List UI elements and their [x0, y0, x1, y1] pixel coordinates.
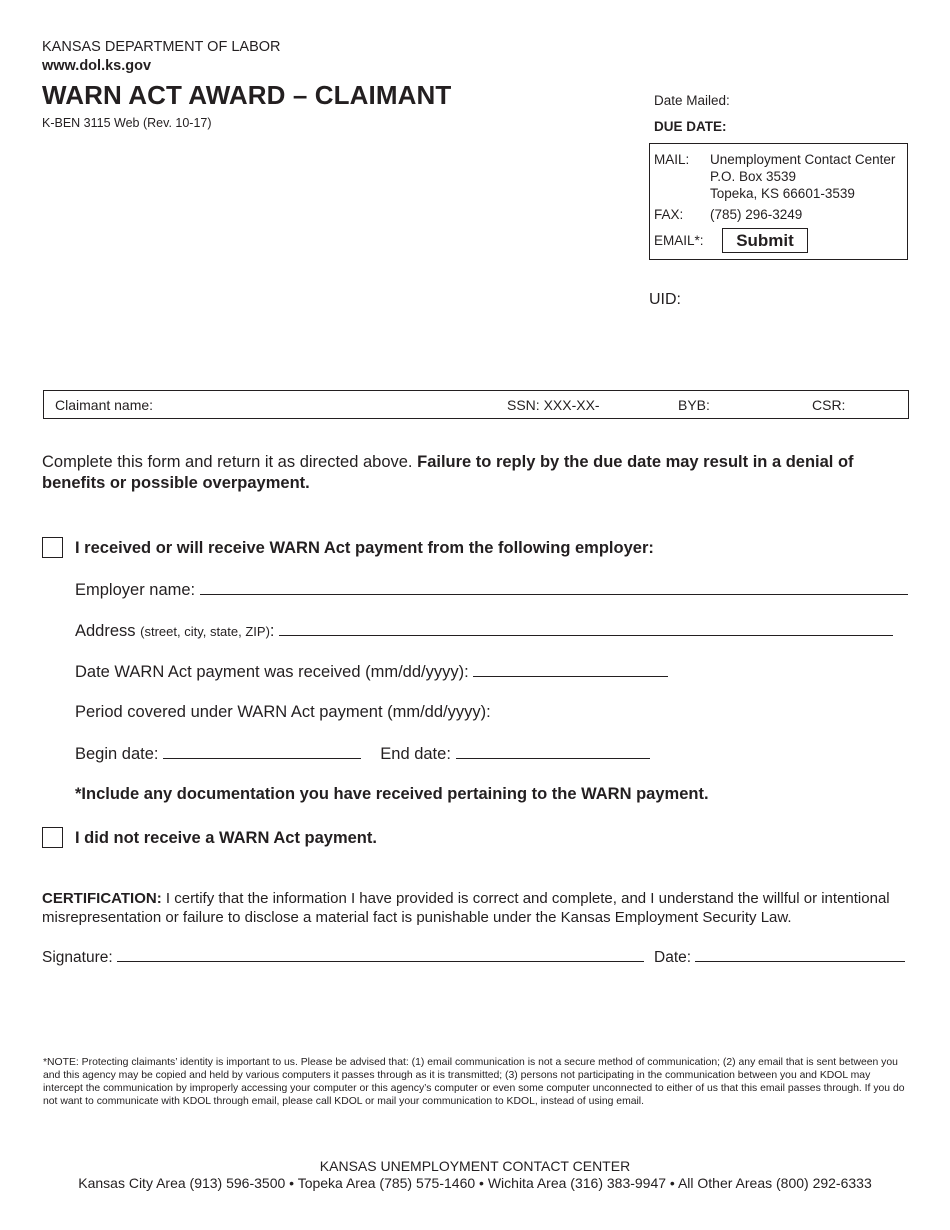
mail-address-line-1: Unemployment Contact Center: [710, 152, 896, 167]
period-covered-label: Period covered under WARN Act payment (mm/dd/yyyy):: [75, 703, 491, 721]
instructions-plain: Complete this form and return it as directed above.: [42, 453, 418, 471]
date-mailed-label: Date Mailed:: [654, 93, 730, 108]
certification-text: [42, 889, 922, 927]
begin-end-row: [75, 744, 650, 764]
form-number: K-BEN 3115 Web (Rev. 10-17): [42, 116, 212, 130]
address-row: [75, 621, 893, 641]
fax-number: (785) 296-3249: [710, 207, 803, 222]
not-received-label: I did not receive a WARN Act payment.: [75, 829, 377, 847]
signature-date-field[interactable]: [695, 947, 905, 962]
footer-title: KANSAS UNEMPLOYMENT CONTACT CENTER: [319, 1158, 631, 1174]
mail-address-line-2: P.O. Box 3539: [710, 169, 797, 184]
address-colon: :: [269, 622, 275, 640]
employer-name-label: Employer name:: [75, 581, 196, 599]
uid-label: UID:: [649, 291, 681, 308]
claimant-name-label: Claimant name:: [55, 397, 154, 413]
certification-heading: CERTIFICATION:: [42, 890, 162, 907]
date-received-row: [75, 662, 668, 682]
address-field[interactable]: [279, 621, 893, 636]
employer-name-field[interactable]: [200, 580, 908, 595]
submit-button[interactable]: Submit: [722, 228, 808, 253]
csr-label: CSR:: [812, 397, 846, 413]
footer-phone-numbers: Kansas City Area (913) 596-3500 • Topeka Area (785) 575-1460 • Wichita Area (316) 383-9947 • All Other Areas (800) 292-6333: [78, 1175, 872, 1191]
begin-date-label: Begin date:: [75, 745, 159, 763]
privacy-note: *NOTE: Protecting claimants’ identity is important to us. Please be advised that: (1) email communication is not a secure method of communication; (2) any email that is sent between you and this agency may be copied and held by various computers it passes through as it is transmitted; (3) persons not participating in the communication between you and KDOL may intercept the communication by improperly accessing your computer or this agency’s computer or even some computer unconnected to either of us that this email passes through. If you do not want to communicate with KDOL through email, please call KDOL or mail your communication to KDOL, instead of using email.: [43, 1057, 905, 1107]
instructions-text: [42, 452, 912, 494]
form-title: WARN ACT AWARD – CLAIMANT: [42, 80, 452, 110]
end-date-label: End date:: [380, 745, 451, 763]
return-address-box: [649, 143, 908, 260]
mail-address-line-3: Topeka, KS 66601-3539: [710, 186, 855, 201]
signature-field[interactable]: [117, 947, 644, 962]
received-payment-checkbox[interactable]: [42, 537, 63, 558]
fax-label: FAX:: [654, 207, 684, 222]
due-date-label: DUE DATE:: [654, 119, 727, 134]
agency-name: KANSAS DEPARTMENT OF LABOR: [42, 39, 281, 55]
date-received-label: Date WARN Act payment was received (mm/dd/yyyy):: [75, 663, 469, 681]
end-date-field[interactable]: [456, 744, 650, 759]
documentation-note: *Include any documentation you have received pertaining to the WARN payment.: [75, 785, 709, 803]
byb-label: BYB:: [678, 397, 710, 413]
signature-date-label: Date:: [654, 949, 692, 966]
ssn-label: SSN: XXX-XX-: [507, 397, 600, 413]
address-label: Address: [75, 622, 136, 640]
signature-date-row: [654, 947, 905, 967]
signature-label: Signature:: [42, 949, 113, 966]
address-hint: (street, city, state, ZIP): [140, 624, 270, 639]
instructions-warning: Failure to reply by the due date may result in a denial of benefits or possible overpayment.: [42, 453, 854, 492]
mail-label: MAIL:: [654, 152, 690, 167]
certification-body: I certify that the information I have provided is correct and complete, and I understand the willful or intentional misrepresentation or failure to disclose a material fact is punishable under the Kansas Employment Security Law.: [42, 890, 890, 926]
employer-name-row: [75, 580, 908, 600]
claimant-info-bar: [43, 390, 909, 419]
date-received-field[interactable]: [473, 662, 668, 677]
agency-website: www.dol.ks.gov: [42, 58, 152, 74]
received-payment-label: I received or will receive WARN Act payment from the following employer:: [75, 539, 654, 557]
email-label: EMAIL*:: [654, 233, 704, 248]
signature-row: [42, 947, 644, 967]
begin-date-field[interactable]: [163, 744, 361, 759]
not-received-checkbox[interactable]: [42, 827, 63, 848]
